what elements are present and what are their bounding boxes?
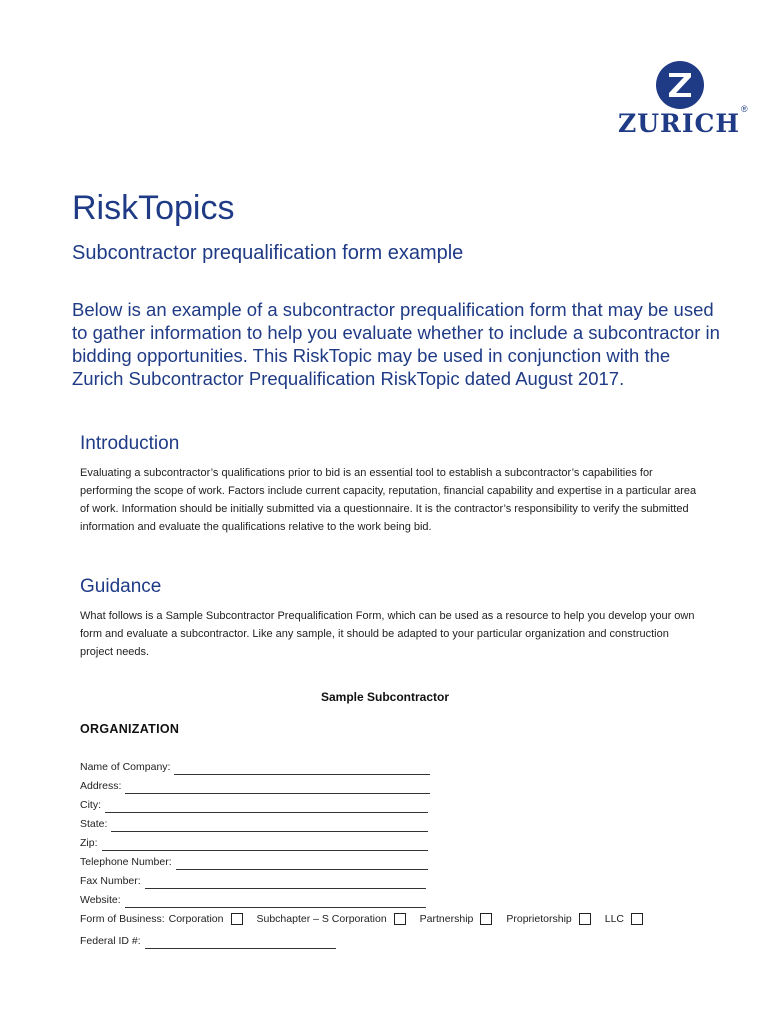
option-llc[interactable]: [605, 911, 643, 927]
page-subtitle: Subcontractor prequalification form example: [72, 242, 464, 264]
telephone-input-line[interactable]: [176, 858, 428, 870]
federal-id-label: Federal ID #:: [80, 935, 141, 947]
zip-field[interactable]: [80, 835, 428, 851]
city-label: City:: [80, 799, 101, 811]
website-field[interactable]: [80, 892, 426, 908]
organization-heading: ORGANIZATION: [80, 722, 180, 736]
fax-input-line[interactable]: [145, 877, 426, 889]
federal-id-input-line[interactable]: [145, 937, 336, 949]
state-input-line[interactable]: [111, 820, 428, 832]
zurich-wordmark: ZURICH: [618, 109, 741, 138]
introduction-body: Evaluating a subcontractor’s qualifications prior to bid is an essential tool to establish a subcontractor’s capabilities for performing the scope of work. Factors include current capacity, reputation, financial capability and expertise in a particular area of work. Information should be initially submitted via a questionnaire. It is the contractor’s responsibility to verify the submitted information and evaluate the qualifications relative to the work being bid.: [80, 467, 697, 533]
address-label: Address:: [80, 780, 122, 792]
page-title: RiskTopics: [72, 189, 235, 227]
state-field[interactable]: [80, 816, 428, 832]
form-of-business-label: Form of Business:: [80, 913, 165, 925]
form-of-business-row: [80, 911, 643, 927]
form-title: Sample Subcontractor: [320, 690, 450, 704]
address-field[interactable]: [80, 778, 430, 794]
partnership-checkbox[interactable]: [480, 913, 492, 925]
guidance-heading: Guidance: [80, 576, 162, 597]
zip-label: Zip:: [80, 837, 98, 849]
telephone-field[interactable]: [80, 854, 428, 870]
zurich-logo: [618, 60, 752, 140]
telephone-label: Telephone Number:: [80, 856, 172, 868]
zip-input-line[interactable]: [102, 839, 428, 851]
city-field[interactable]: [80, 797, 428, 813]
federal-id-field[interactable]: [80, 933, 336, 949]
company-name-field[interactable]: [80, 759, 430, 775]
option-corporation[interactable]: [169, 911, 257, 927]
website-input-line[interactable]: [125, 896, 426, 908]
city-input-line[interactable]: [105, 801, 428, 813]
option-partnership-label: Partnership: [419, 913, 474, 925]
fax-label: Fax Number:: [80, 875, 141, 887]
company-name-label: Name of Company:: [80, 761, 171, 773]
corporation-checkbox[interactable]: [231, 913, 243, 925]
llc-checkbox[interactable]: [631, 913, 643, 925]
guidance-body: What follows is a Sample Subcontractor Prequalification Form, which can be used as a resource to help you develop your own form and evaluate a subcontractor. Like any sample, it should be adapted to your particular organization and construction project needs.: [80, 610, 695, 658]
website-label: Website:: [80, 894, 121, 906]
fax-field[interactable]: [80, 873, 426, 889]
option-partnership[interactable]: [420, 911, 507, 927]
option-proprietorship-label: Proprietorship: [506, 913, 572, 925]
registered-mark: ®: [741, 104, 748, 114]
option-llc-label: LLC: [604, 913, 625, 925]
option-corporation-label: Corporation: [168, 913, 224, 925]
introduction-heading: Introduction: [80, 433, 180, 454]
proprietorship-checkbox[interactable]: [579, 913, 591, 925]
option-proprietorship[interactable]: [506, 911, 604, 927]
option-subchapter-s-corporation[interactable]: [257, 911, 420, 927]
address-input-line[interactable]: [125, 782, 430, 794]
company-name-input-line[interactable]: [174, 763, 430, 775]
option-subchapter-s-label: Subchapter – S Corporation: [256, 913, 387, 925]
lead-paragraph: Below is an example of a subcontractor prequalification form that may be used to gather information to help you evaluate whether to include a subcontractor in bidding opportunities. This RiskTopic may be used in conjunction with the Zurich Subcontractor Prequalification RiskTopic dated August 2017.: [72, 299, 720, 389]
subchapter-s-checkbox[interactable]: [394, 913, 406, 925]
state-label: State:: [80, 818, 108, 830]
zurich-z-emblem-icon: [655, 60, 705, 110]
